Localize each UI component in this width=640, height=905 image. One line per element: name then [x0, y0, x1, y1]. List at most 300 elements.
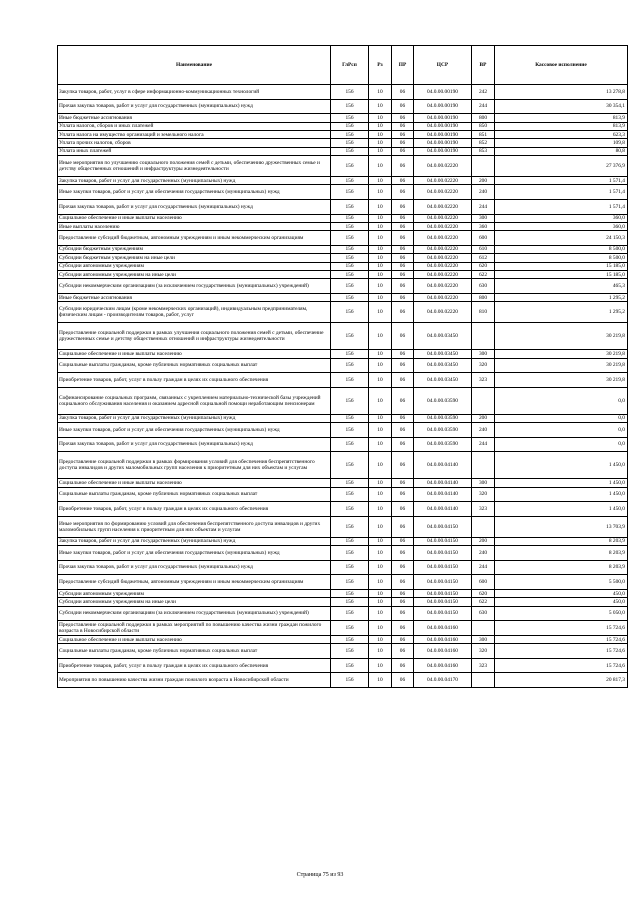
cell-amount: 27 376,9	[495, 156, 628, 177]
cell-amount: 15 724,6	[495, 658, 628, 673]
cell-name: Предоставление субсидий бюджетным, автономным учреждениям и иным некоммерческим организациям	[58, 231, 331, 246]
cell-vr: 622	[472, 598, 495, 606]
cell-csr: 04.0.00.00190	[414, 139, 472, 147]
cell-csr: 04.0.00.02220	[414, 222, 472, 230]
cell-pr: 06	[392, 185, 414, 200]
cell-pr: 06	[392, 673, 414, 688]
cell-pr: 06	[392, 358, 414, 373]
cell-name: Уплата прочих налогов, сборов	[58, 139, 331, 147]
table-row	[58, 560, 628, 575]
cell-name: Социальные выплаты гражданам, кроме публичных нормативных социальных выплат	[58, 358, 331, 373]
cell-amount: 450,0	[495, 589, 628, 597]
cell-csr: 04.0.00.04170	[414, 673, 472, 688]
cell-pr: 06	[392, 452, 414, 479]
table-row	[58, 635, 628, 643]
cell-name: Субсидии юридическим лицам (кроме некоммерческих организаций), индивидуальным предпринимателям, физическим лицам - производителям товаров, работ, услуг	[58, 302, 331, 323]
table-row	[58, 231, 628, 246]
cell-rz: 10	[369, 279, 392, 294]
cell-grp: 156	[331, 122, 369, 130]
table-row	[58, 479, 628, 487]
table-header-row	[58, 46, 628, 85]
cell-csr: 04.0.00.02220	[414, 262, 472, 270]
cell-vr: 620	[472, 262, 495, 270]
cell-vr	[472, 323, 495, 350]
cell-csr: 04.0.00.02220	[414, 214, 472, 222]
table-row	[58, 279, 628, 294]
cell-pr: 06	[392, 302, 414, 323]
cell-rz: 10	[369, 139, 392, 147]
cell-csr: 04.0.00.03590	[414, 387, 472, 414]
cell-grp: 156	[331, 644, 369, 659]
table-row	[58, 487, 628, 502]
cell-grp: 156	[331, 635, 369, 643]
cell-name: Субсидии автономным учреждениям на иные цели	[58, 271, 331, 279]
cell-amount: 5 050,0	[495, 606, 628, 621]
cell-amount: 1 571,4	[495, 176, 628, 184]
cell-vr	[472, 621, 495, 636]
cell-grp: 156	[331, 658, 369, 673]
cell-vr: 622	[472, 271, 495, 279]
table-row	[58, 199, 628, 214]
cell-vr: 612	[472, 254, 495, 262]
cell-rz: 10	[369, 231, 392, 246]
cell-pr: 06	[392, 502, 414, 517]
cell-amount: 0,0	[495, 423, 628, 438]
cell-amount: 360,0	[495, 214, 628, 222]
cell-csr: 04.0.00.03450	[414, 373, 472, 388]
cell-pr: 06	[392, 560, 414, 575]
cell-grp: 156	[331, 589, 369, 597]
cell-vr: 610	[472, 245, 495, 253]
cell-csr: 04.0.00.03590	[414, 414, 472, 422]
cell-pr: 06	[392, 222, 414, 230]
cell-vr: 850	[472, 122, 495, 130]
cell-csr: 04.0.00.02220	[414, 199, 472, 214]
cell-amount: 0,0	[495, 414, 628, 422]
cell-pr: 06	[392, 271, 414, 279]
table-row	[58, 156, 628, 177]
cell-rz: 10	[369, 373, 392, 388]
cell-amount: 1 295,2	[495, 302, 628, 323]
cell-vr: 630	[472, 279, 495, 294]
cell-vr: 800	[472, 114, 495, 122]
cell-rz: 10	[369, 185, 392, 200]
table-row	[58, 222, 628, 230]
table-row	[58, 271, 628, 279]
table-row	[58, 139, 628, 147]
cell-name: Предоставление социальной поддержки в рамках мероприятий по повышению качества жизни граждан пожилого возраста в Новосибирской области	[58, 621, 331, 636]
cell-name: Предоставление субсидий бюджетным, автономным учреждениям и иным некоммерческим организациям	[58, 575, 331, 590]
cell-amount: 15 724,6	[495, 644, 628, 659]
cell-csr: 04.0.00.04150	[414, 560, 472, 575]
cell-pr: 06	[392, 254, 414, 262]
cell-grp: 156	[331, 114, 369, 122]
cell-csr: 04.0.00.02220	[414, 231, 472, 246]
cell-amount: 1 450,0	[495, 479, 628, 487]
table-row	[58, 387, 628, 414]
cell-csr: 04.0.00.04160	[414, 658, 472, 673]
cell-rz: 10	[369, 452, 392, 479]
cell-amount: 450,0	[495, 598, 628, 606]
cell-csr: 04.0.00.04150	[414, 575, 472, 590]
header-vr: ВР	[472, 46, 495, 85]
cell-name: Субсидии автономным учреждениям на иные цели	[58, 598, 331, 606]
page-number: Страница 75 из 93	[296, 872, 344, 878]
table-row	[58, 99, 628, 114]
cell-rz: 10	[369, 130, 392, 138]
cell-name: Иные закупки товаров, работ и услуг для обеспечения государственных (муниципальных) нужд	[58, 423, 331, 438]
cell-rz: 10	[369, 537, 392, 545]
cell-rz: 10	[369, 644, 392, 659]
cell-name: Социальное обеспечение и иные выплаты населению	[58, 214, 331, 222]
table-row	[58, 323, 628, 350]
cell-grp: 156	[331, 479, 369, 487]
cell-name: Иные закупки товаров, работ и услуг для обеспечения государственных (муниципальных) нужд	[58, 185, 331, 200]
cell-name: Приобретение товаров, работ, услуг в пользу граждан в целях их социального обеспечения	[58, 502, 331, 517]
cell-rz: 10	[369, 414, 392, 422]
cell-csr: 04.0.00.04150	[414, 546, 472, 561]
cell-csr: 04.0.00.00190	[414, 85, 472, 100]
cell-amount: 8 203,9	[495, 537, 628, 545]
cell-rz: 10	[369, 99, 392, 114]
cell-vr: 323	[472, 658, 495, 673]
cell-name: Предоставление социальной поддержки в рамках формирования условий для обеспечения беспрепятственного доступа инвалидов и других маломобильных групп населения к приоритетным для них объектам и услугам	[58, 452, 331, 479]
cell-csr: 04.0.00.02220	[414, 279, 472, 294]
cell-pr: 06	[392, 589, 414, 597]
cell-pr: 06	[392, 231, 414, 246]
cell-csr: 04.0.00.03590	[414, 437, 472, 452]
cell-amount: 15 185,0	[495, 262, 628, 270]
cell-rz: 10	[369, 358, 392, 373]
cell-rz: 10	[369, 222, 392, 230]
cell-vr: 244	[472, 199, 495, 214]
cell-grp: 156	[331, 279, 369, 294]
cell-vr: 630	[472, 606, 495, 621]
cell-csr: 04.0.00.04140	[414, 502, 472, 517]
cell-name: Софинансирование социальных программ, связанных с укреплением материально-технической базы учреждений социального обслуживания населения и оказанием адресной социальной помощи неработающим пенсионерам	[58, 387, 331, 414]
cell-csr: 04.0.00.02220	[414, 294, 472, 302]
cell-vr: 300	[472, 479, 495, 487]
cell-csr: 04.0.00.04140	[414, 452, 472, 479]
cell-pr: 06	[392, 279, 414, 294]
cell-pr: 06	[392, 85, 414, 100]
cell-rz: 10	[369, 176, 392, 184]
header-rz: Рз	[369, 46, 392, 85]
cell-rz: 10	[369, 387, 392, 414]
cell-name: Мероприятия по повышению качества жизни граждан пожилого возраста в Новосибирской области	[58, 673, 331, 688]
cell-name: Субсидии некоммерческим организациям (за исключением государственных (муниципальных) учреждений)	[58, 606, 331, 621]
cell-amount: 30 219,8	[495, 358, 628, 373]
cell-name: Прочая закупка товаров, работ и услуг для государственных (муниципальных) нужд	[58, 99, 331, 114]
cell-rz: 10	[369, 294, 392, 302]
cell-amount: 8 500,0	[495, 254, 628, 262]
header-name: Наименование	[58, 46, 331, 85]
cell-rz: 10	[369, 214, 392, 222]
cell-vr: 200	[472, 537, 495, 545]
cell-vr: 300	[472, 350, 495, 358]
cell-pr: 06	[392, 245, 414, 253]
table-row	[58, 589, 628, 597]
cell-grp: 156	[331, 437, 369, 452]
cell-amount: 1 450,0	[495, 452, 628, 479]
cell-csr: 04.0.00.03590	[414, 423, 472, 438]
table-row	[58, 114, 628, 122]
cell-name: Приобретение товаров, работ, услуг в пользу граждан в целях их социального обеспечения	[58, 658, 331, 673]
cell-rz: 10	[369, 262, 392, 270]
cell-name: Предоставление социальной поддержки в рамках улучшения социального положения семей с детьми, обеспечение дружественных семье и детству общественных отношений и инфраструктуры жизнедеятельности	[58, 323, 331, 350]
cell-amount: 1 450,0	[495, 487, 628, 502]
cell-amount: 30 219,8	[495, 373, 628, 388]
cell-name: Социальное обеспечение и иные выплаты населению	[58, 635, 331, 643]
cell-grp: 156	[331, 673, 369, 688]
cell-grp: 156	[331, 214, 369, 222]
cell-vr: 600	[472, 231, 495, 246]
cell-vr: 240	[472, 185, 495, 200]
cell-vr: 244	[472, 560, 495, 575]
cell-amount: 465,3	[495, 279, 628, 294]
cell-grp: 156	[331, 537, 369, 545]
cell-pr: 06	[392, 323, 414, 350]
cell-pr: 06	[392, 423, 414, 438]
cell-vr: 320	[472, 487, 495, 502]
cell-grp: 156	[331, 621, 369, 636]
cell-vr: 244	[472, 99, 495, 114]
cell-pr: 06	[392, 294, 414, 302]
header-csr: ЦСР	[414, 46, 472, 85]
cell-pr: 06	[392, 176, 414, 184]
cell-rz: 10	[369, 114, 392, 122]
table-row	[58, 130, 628, 138]
table-row	[58, 516, 628, 537]
cell-grp: 156	[331, 546, 369, 561]
cell-csr: 04.0.00.02220	[414, 245, 472, 253]
cell-rz: 10	[369, 546, 392, 561]
cell-csr: 04.0.00.02220	[414, 271, 472, 279]
cell-pr: 06	[392, 487, 414, 502]
cell-name: Иные мероприятия по улучшению социального положения семей с детьми, обеспечению дружественных семье и детству общественных отношений и инфраструктуры жизнедеятельности	[58, 156, 331, 177]
cell-pr: 06	[392, 214, 414, 222]
cell-rz: 10	[369, 606, 392, 621]
cell-rz: 10	[369, 302, 392, 323]
cell-csr: 04.0.00.00190	[414, 99, 472, 114]
cell-csr: 04.0.00.04150	[414, 516, 472, 537]
table-row	[58, 245, 628, 253]
cell-amount: 80,8	[495, 147, 628, 155]
cell-grp: 156	[331, 271, 369, 279]
cell-amount: 623,3	[495, 130, 628, 138]
cell-name: Прочая закупка товаров, работ и услуг для государственных (муниципальных) нужд	[58, 199, 331, 214]
cell-name: Закупка товаров, работ и услуг для государственных (муниципальных) нужд	[58, 537, 331, 545]
cell-pr: 06	[392, 635, 414, 643]
cell-grp: 156	[331, 350, 369, 358]
table-row	[58, 302, 628, 323]
cell-vr: 852	[472, 139, 495, 147]
header-amount: Кассовое исполнение	[495, 46, 628, 85]
cell-grp: 156	[331, 423, 369, 438]
cell-vr	[472, 673, 495, 688]
cell-csr: 04.0.00.04150	[414, 537, 472, 545]
cell-vr	[472, 387, 495, 414]
cell-rz: 10	[369, 423, 392, 438]
cell-vr: 620	[472, 589, 495, 597]
table-row	[58, 185, 628, 200]
cell-rz: 10	[369, 673, 392, 688]
cell-grp: 156	[331, 176, 369, 184]
cell-vr: 242	[472, 85, 495, 100]
cell-vr	[472, 516, 495, 537]
cell-pr: 06	[392, 156, 414, 177]
cell-grp: 156	[331, 606, 369, 621]
cell-csr: 04.0.00.04160	[414, 621, 472, 636]
cell-rz: 10	[369, 516, 392, 537]
cell-grp: 156	[331, 358, 369, 373]
cell-grp: 156	[331, 130, 369, 138]
cell-csr: 04.0.00.04160	[414, 635, 472, 643]
cell-name: Социальные выплаты гражданам, кроме публичных нормативных социальных выплат	[58, 644, 331, 659]
cell-vr: 323	[472, 373, 495, 388]
cell-amount: 109,8	[495, 139, 628, 147]
cell-vr: 200	[472, 176, 495, 184]
cell-rz: 10	[369, 122, 392, 130]
cell-amount: 30 219,8	[495, 350, 628, 358]
cell-pr: 06	[392, 479, 414, 487]
cell-amount: 24 150,3	[495, 231, 628, 246]
cell-name: Прочая закупка товаров, работ и услуг для государственных (муниципальных) нужд	[58, 560, 331, 575]
table-row	[58, 85, 628, 100]
cell-vr	[472, 156, 495, 177]
cell-amount: 0,0	[495, 387, 628, 414]
cell-name: Уплата налогов, сборов и иных платежей	[58, 122, 331, 130]
cell-amount: 8 500,0	[495, 245, 628, 253]
table-row	[58, 437, 628, 452]
cell-csr: 04.0.00.00190	[414, 130, 472, 138]
cell-pr: 06	[392, 575, 414, 590]
table-row	[58, 575, 628, 590]
table-row	[58, 658, 628, 673]
cell-grp: 156	[331, 414, 369, 422]
cell-pr: 06	[392, 644, 414, 659]
cell-pr: 06	[392, 99, 414, 114]
cell-rz: 10	[369, 271, 392, 279]
table-row	[58, 673, 628, 688]
cell-amount: 360,0	[495, 222, 628, 230]
cell-name: Приобретение товаров, работ, услуг в пользу граждан в целях их социального обеспечения	[58, 373, 331, 388]
cell-rz: 10	[369, 487, 392, 502]
cell-vr: 300	[472, 214, 495, 222]
cell-pr: 06	[392, 373, 414, 388]
table-row	[58, 598, 628, 606]
cell-pr: 06	[392, 598, 414, 606]
cell-csr: 04.0.00.03450	[414, 350, 472, 358]
cell-csr: 04.0.00.03450	[414, 323, 472, 350]
table-row	[58, 350, 628, 358]
table-row	[58, 254, 628, 262]
cell-grp: 156	[331, 99, 369, 114]
cell-csr: 04.0.00.04140	[414, 487, 472, 502]
cell-csr: 04.0.00.04160	[414, 644, 472, 659]
cell-pr: 06	[392, 350, 414, 358]
cell-rz: 10	[369, 635, 392, 643]
cell-pr: 06	[392, 139, 414, 147]
cell-name: Субсидии автономным учреждениям	[58, 262, 331, 270]
budget-table-sheet	[57, 45, 627, 688]
cell-vr: 300	[472, 635, 495, 643]
cell-amount: 8 203,9	[495, 546, 628, 561]
cell-csr: 04.0.00.02220	[414, 176, 472, 184]
table-row	[58, 414, 628, 422]
cell-grp: 156	[331, 323, 369, 350]
cell-grp: 156	[331, 262, 369, 270]
cell-csr: 04.0.00.03450	[414, 358, 472, 373]
cell-rz: 10	[369, 658, 392, 673]
cell-rz: 10	[369, 621, 392, 636]
cell-vr: 320	[472, 358, 495, 373]
table-row	[58, 147, 628, 155]
cell-pr: 06	[392, 537, 414, 545]
cell-pr: 06	[392, 122, 414, 130]
table-row	[58, 262, 628, 270]
cell-amount: 1 450,0	[495, 502, 628, 517]
cell-vr: 853	[472, 147, 495, 155]
cell-csr: 04.0.00.00190	[414, 147, 472, 155]
cell-name: Социальное обеспечение и иные выплаты населению	[58, 350, 331, 358]
cell-rz: 10	[369, 437, 392, 452]
table-row	[58, 644, 628, 659]
cell-name: Закупка товаров, работ, услуг в сфере информационно-коммуникационных технологий	[58, 85, 331, 100]
cell-pr: 06	[392, 387, 414, 414]
cell-name: Уплата иных платежей	[58, 147, 331, 155]
table-row	[58, 546, 628, 561]
cell-amount: 1 571,4	[495, 185, 628, 200]
cell-rz: 10	[369, 156, 392, 177]
cell-amount: 813,9	[495, 122, 628, 130]
cell-csr: 04.0.00.02220	[414, 156, 472, 177]
table-row	[58, 502, 628, 517]
cell-grp: 156	[331, 516, 369, 537]
cell-vr: 360	[472, 222, 495, 230]
cell-name: Иные бюджетные ассигнования	[58, 114, 331, 122]
cell-name: Субсидии бюджетным учреждениям	[58, 245, 331, 253]
cell-pr: 06	[392, 606, 414, 621]
cell-pr: 06	[392, 199, 414, 214]
cell-name: Иные выплаты населению	[58, 222, 331, 230]
cell-grp: 156	[331, 452, 369, 479]
table-row	[58, 122, 628, 130]
cell-rz: 10	[369, 598, 392, 606]
cell-amount: 30 354,1	[495, 99, 628, 114]
cell-pr: 06	[392, 114, 414, 122]
cell-rz: 10	[369, 560, 392, 575]
cell-csr: 04.0.00.02220	[414, 254, 472, 262]
cell-rz: 10	[369, 323, 392, 350]
cell-vr: 600	[472, 575, 495, 590]
cell-amount: 0,0	[495, 437, 628, 452]
cell-rz: 10	[369, 350, 392, 358]
cell-pr: 06	[392, 414, 414, 422]
cell-vr	[472, 452, 495, 479]
table-row	[58, 621, 628, 636]
cell-name: Закупка товаров, работ и услуг для государственных (муниципальных) нужд	[58, 414, 331, 422]
cell-pr: 06	[392, 516, 414, 537]
budget-table	[57, 45, 628, 688]
cell-vr: 200	[472, 414, 495, 422]
cell-amount: 1 295,2	[495, 294, 628, 302]
cell-amount: 8 203,9	[495, 560, 628, 575]
cell-csr: 04.0.00.00190	[414, 122, 472, 130]
table-row	[58, 537, 628, 545]
table-row	[58, 373, 628, 388]
cell-csr: 04.0.00.02220	[414, 302, 472, 323]
